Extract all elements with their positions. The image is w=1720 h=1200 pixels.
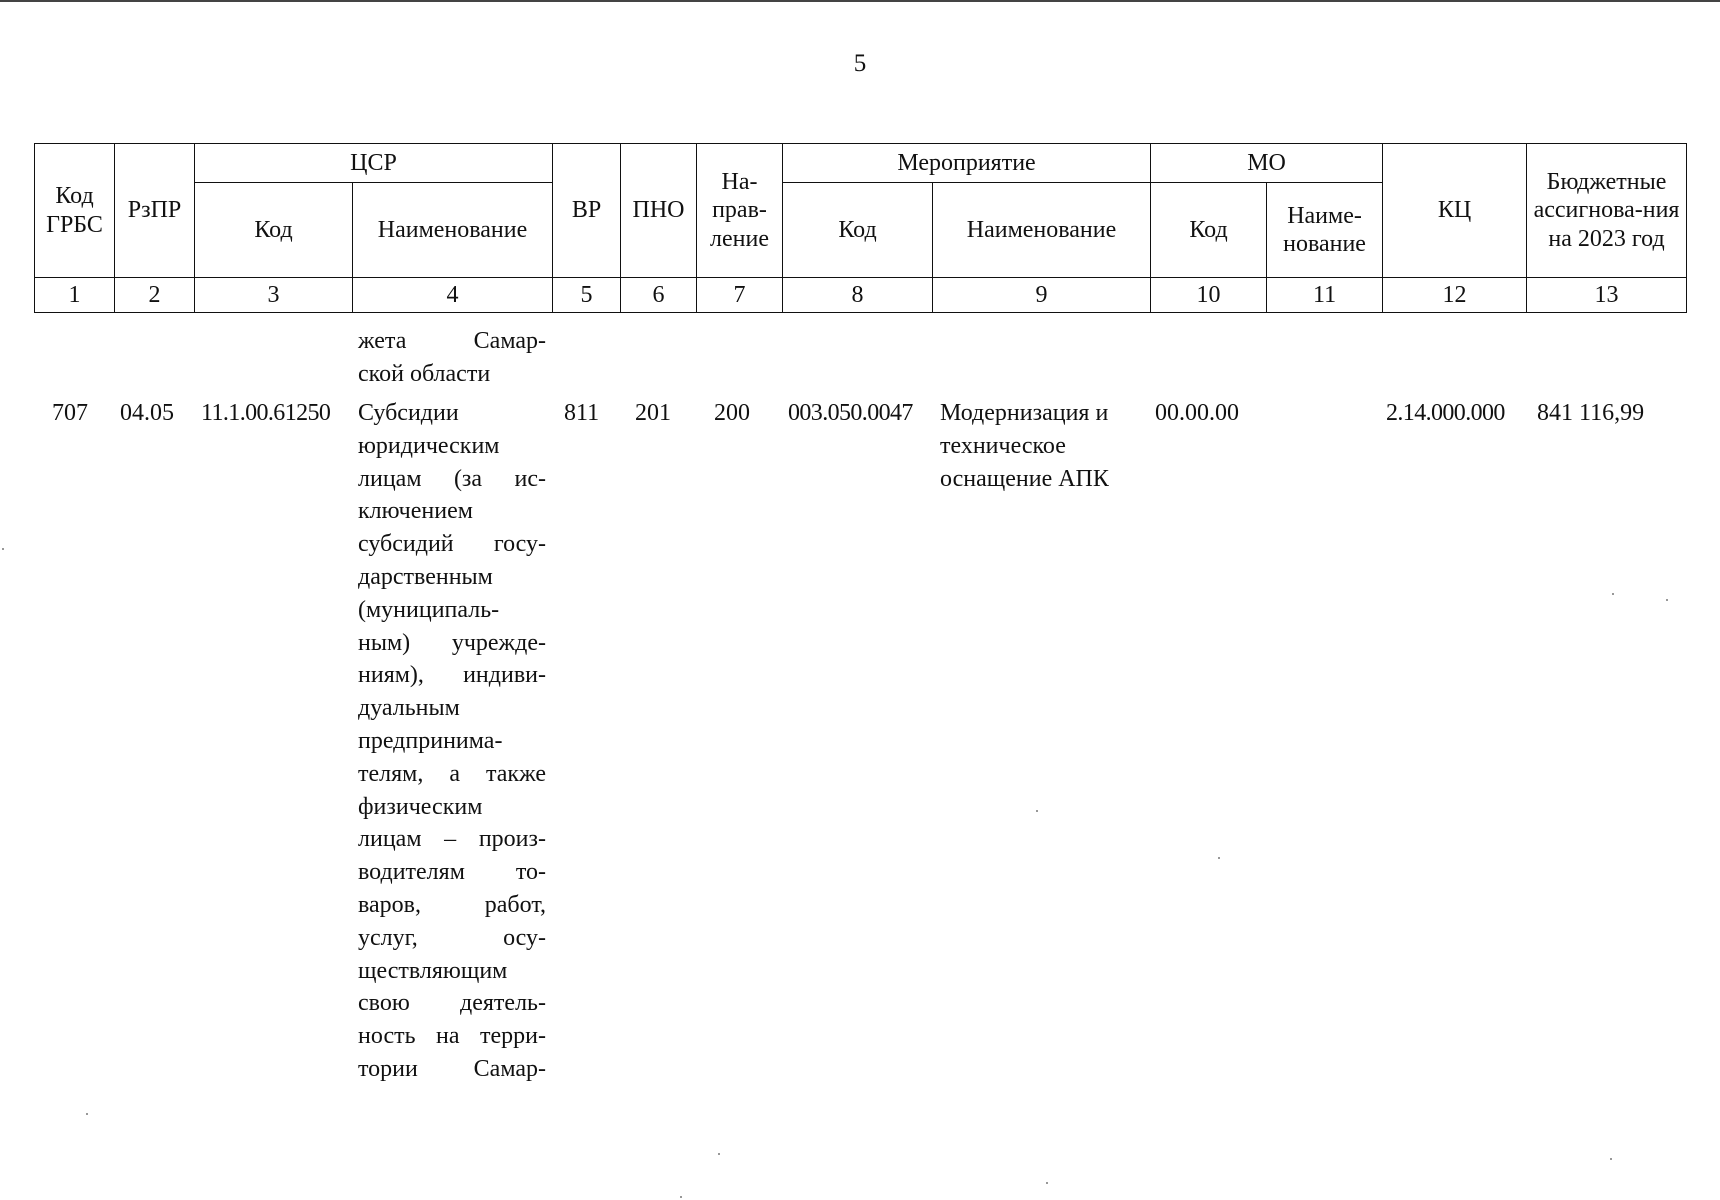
csr-name-line: предпринима- [358, 727, 503, 754]
row-csr-name [358, 397, 546, 1086]
row-rzpr: 04.05 [120, 400, 174, 426]
scan-speck [1610, 1158, 1612, 1160]
header-mo-name: Наиме-нование [1267, 183, 1383, 278]
csr-name-line: субсидий госу- [358, 531, 546, 558]
col-number: 13 [1527, 278, 1687, 313]
csr-name-line: физическим [358, 793, 483, 820]
scan-speck [1218, 857, 1220, 859]
csr-name-line: ность на терри- [358, 1023, 546, 1050]
csr-name-line: ществляющим [358, 957, 508, 984]
row-csr-kod: 11.1.00.61250 [201, 400, 331, 426]
header-csr-name: Наименование [353, 183, 553, 278]
csr-name-line: ключением [358, 498, 473, 525]
csr-name-line: тории Самар- [358, 1055, 546, 1082]
csr-name-line: лицам (за ис- [358, 465, 546, 492]
header-csr: ЦСР [195, 144, 553, 183]
col-number: 2 [115, 278, 195, 313]
col-number: 4 [353, 278, 553, 313]
col-number: 10 [1151, 278, 1267, 313]
scan-speck [2, 548, 4, 550]
row-mo-kod: 00.00.00 [1155, 400, 1239, 426]
header-kod-grbs: Код ГРБС [35, 144, 115, 278]
scan-speck [718, 1153, 720, 1155]
col-number: 5 [553, 278, 621, 313]
header-mer-kod: Код [783, 183, 933, 278]
row-vr: 811 [564, 400, 600, 426]
header-budget: Бюджетные ассигнова-ния на 2023 год [1527, 144, 1687, 278]
csr-name-line: свою деятель- [358, 990, 546, 1017]
header-mer-name: Наименование [933, 183, 1151, 278]
header-kc: КЦ [1383, 144, 1527, 278]
col-number: 11 [1267, 278, 1383, 313]
csr-name-line: телям, а также [358, 760, 546, 787]
row-mer-name [940, 397, 1150, 495]
col-number: 12 [1383, 278, 1527, 313]
column-number-row [35, 278, 1687, 313]
scan-speck [1046, 1182, 1048, 1184]
continuation-text [358, 325, 546, 391]
row-mer-kod: 003.050.0047 [788, 400, 913, 426]
scan-speck [680, 1196, 682, 1198]
mer-name-line: оснащение АПК [940, 465, 1109, 492]
csr-name-line: услуг, осу- [358, 924, 546, 951]
header-meropriyatie: Мероприятие [783, 144, 1151, 183]
row-kc: 2.14.000.000 [1386, 400, 1505, 426]
csr-name-line: ным) учрежде- [358, 629, 546, 656]
csr-name-line: юридическим [358, 432, 500, 459]
page-number: 5 [853, 50, 867, 77]
csr-name-line: ниям), индиви- [358, 662, 546, 689]
col-number: 8 [783, 278, 933, 313]
mer-name-line: техническое [940, 432, 1066, 459]
mer-name-line: Модернизация и [940, 400, 1109, 426]
csr-name-line: лицам – произ- [358, 826, 546, 853]
budget-table-header [34, 143, 1687, 313]
row-napravlenie: 200 [714, 400, 750, 426]
csr-name-line: Субсидии [358, 400, 459, 426]
col-number: 3 [195, 278, 353, 313]
header-rzpr: РзПР [115, 144, 195, 278]
col-number: 7 [697, 278, 783, 313]
csr-name-line: водителям то- [358, 859, 546, 886]
row-budget: 841 116,99 [1537, 400, 1645, 426]
header-vr: ВР [553, 144, 621, 278]
csr-name-line: дарственным [358, 563, 493, 590]
scan-speck [1666, 599, 1668, 601]
col-number: 1 [35, 278, 115, 313]
csr-name-line: дуальным [358, 695, 460, 722]
scan-speck [1036, 810, 1038, 812]
col-number: 6 [621, 278, 697, 313]
row-pno: 201 [635, 400, 671, 426]
header-mo: МО [1151, 144, 1383, 183]
continuation-line: жета Самар- [358, 328, 546, 354]
scan-top-edge [0, 0, 1720, 2]
header-pno: ПНО [621, 144, 697, 278]
header-mo-kod: Код [1151, 183, 1267, 278]
scan-speck [1612, 593, 1614, 595]
csr-name-line: (муниципаль- [358, 596, 500, 623]
col-number: 9 [933, 278, 1151, 313]
header-napravlenie: На-прав-ление [697, 144, 783, 278]
csr-name-line: варов, работ, [358, 891, 546, 918]
row-kod-grbs: 707 [52, 400, 88, 426]
header-csr-kod: Код [195, 183, 353, 278]
scan-speck [86, 1113, 88, 1115]
continuation-line: ской области [358, 360, 491, 387]
